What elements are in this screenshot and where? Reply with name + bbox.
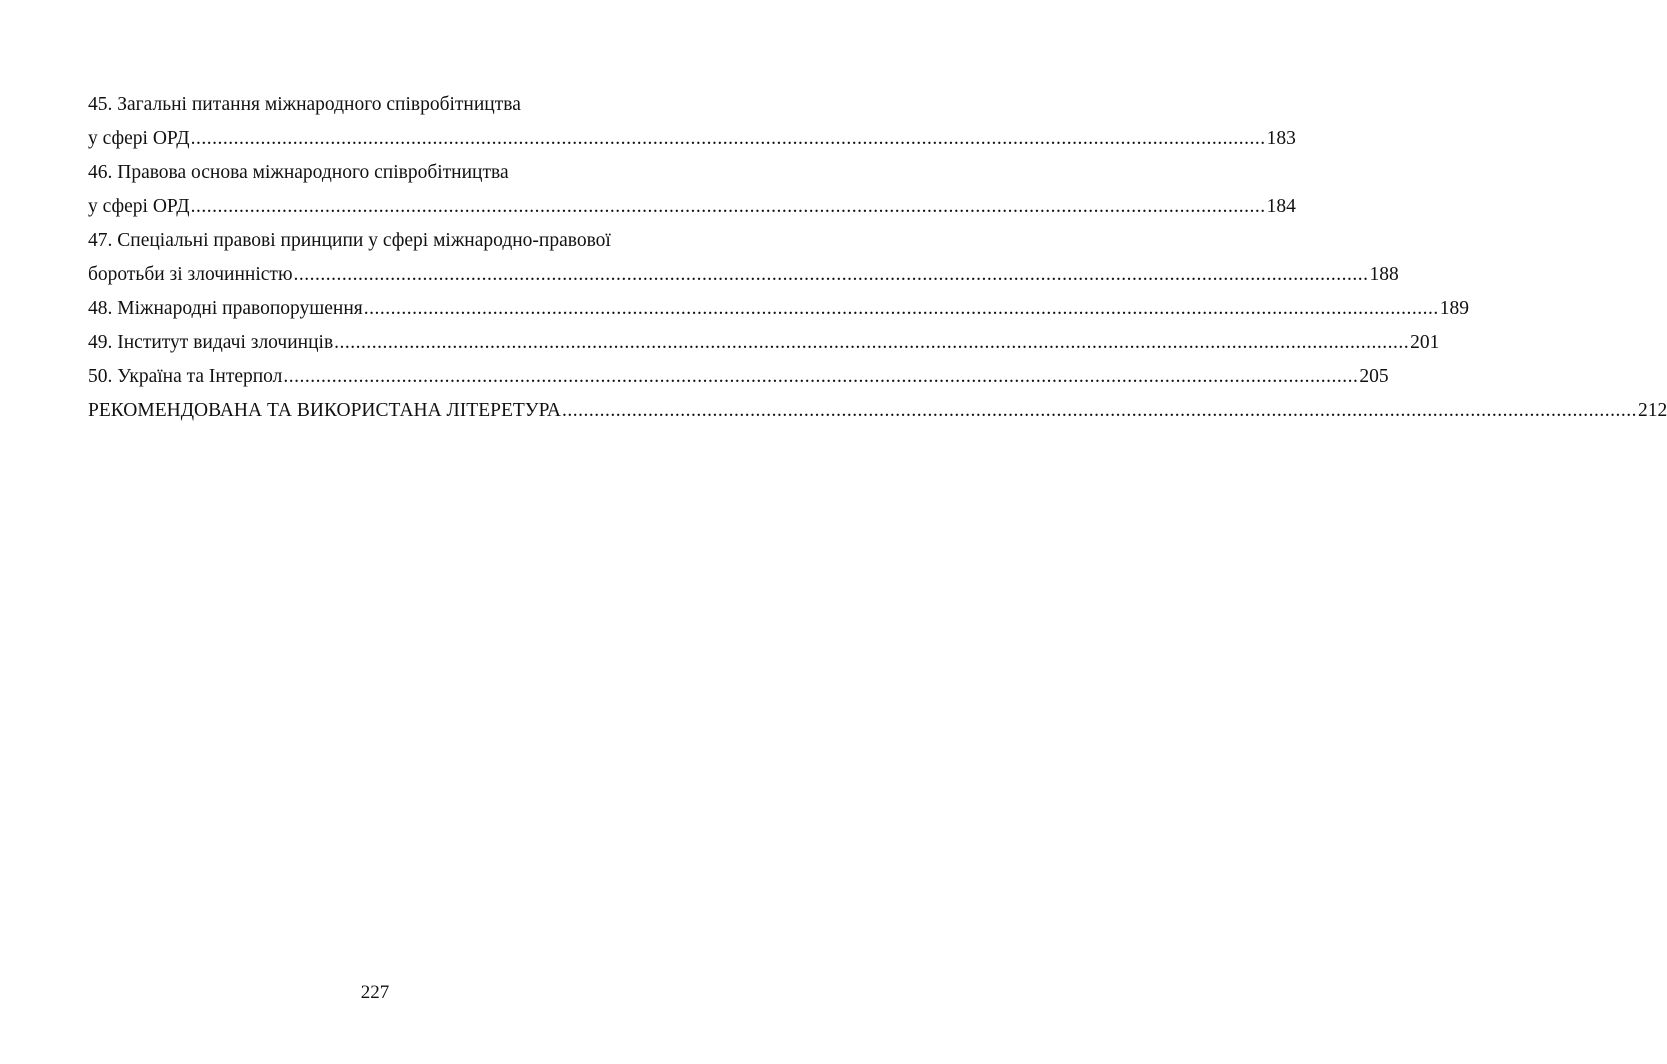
toc-entry-49 [88,326,1440,360]
toc-entry-title: РЕКОМЕНДОВАНА ТА ВИКОРИСТАНА ЛІТЕРЕТУРА [88,400,562,421]
toc-leader-dots: ........................................................................................................................................................................................................ [190,128,1266,149]
toc-page-number: 183 [1266,128,1296,149]
toc-entry-50 [88,360,1389,394]
toc-leader-dots: ........................................................................................................................................................................................................ [283,366,1359,387]
toc-entry-45-line-1 [88,88,663,122]
toc-entry-title: 49. Інститут видачі злочинців [88,332,334,353]
toc-entry-title: 50. Україна та Інтерпол [88,366,283,387]
toc-entry-46-line-1 [88,156,663,190]
toc-page-number: 189 [1439,298,1470,319]
toc-entry-title: 48. Міжнародні правопорушення [88,298,363,319]
toc-entry-46-line-2 [88,190,1296,224]
toc-leader-dots: ........................................................................................................................................................................................................ [334,332,1410,353]
toc-entry-title: 46. Правова основа міжнародного співробітництва [88,162,509,183]
toc-entry-47-line-2 [88,258,1399,292]
toc-entry-title: боротьби зі злочинністю [88,264,293,285]
toc-entry-title: у сфері ОРД [88,196,190,217]
toc-entry-title: 45. Загальні питання міжнародного співробітництва [88,94,521,115]
toc-leader-dots: ........................................................................................................................................................................................................ [293,264,1369,285]
table-of-contents [88,88,1667,428]
toc-page-number: 201 [1410,332,1440,353]
toc-leader-dots: ........................................................................................................................................................................................................ [190,196,1266,217]
toc-entry-48 [88,292,1470,326]
toc-page-number: 212 [1638,400,1667,421]
toc-entry-45-line-2 [88,122,1296,156]
toc-entry-title: 47. Спеціальні правові принципи у сфері міжнародно-правової [88,230,611,251]
toc-entry-bibliography [88,394,1667,428]
toc-entry-title: у сфері ОРД [88,128,190,149]
toc-page-number: 188 [1369,264,1399,285]
toc-entry-47-line-1 [88,224,663,258]
toc-leader-dots: ........................................................................................................................................................................................................ [363,298,1439,319]
page-number: 227 [360,982,390,1003]
toc-leader-dots: ........................................................................................................................................................................................................ [562,400,1638,421]
toc-page-number: 205 [1359,366,1389,387]
toc-page-number: 184 [1266,196,1296,217]
